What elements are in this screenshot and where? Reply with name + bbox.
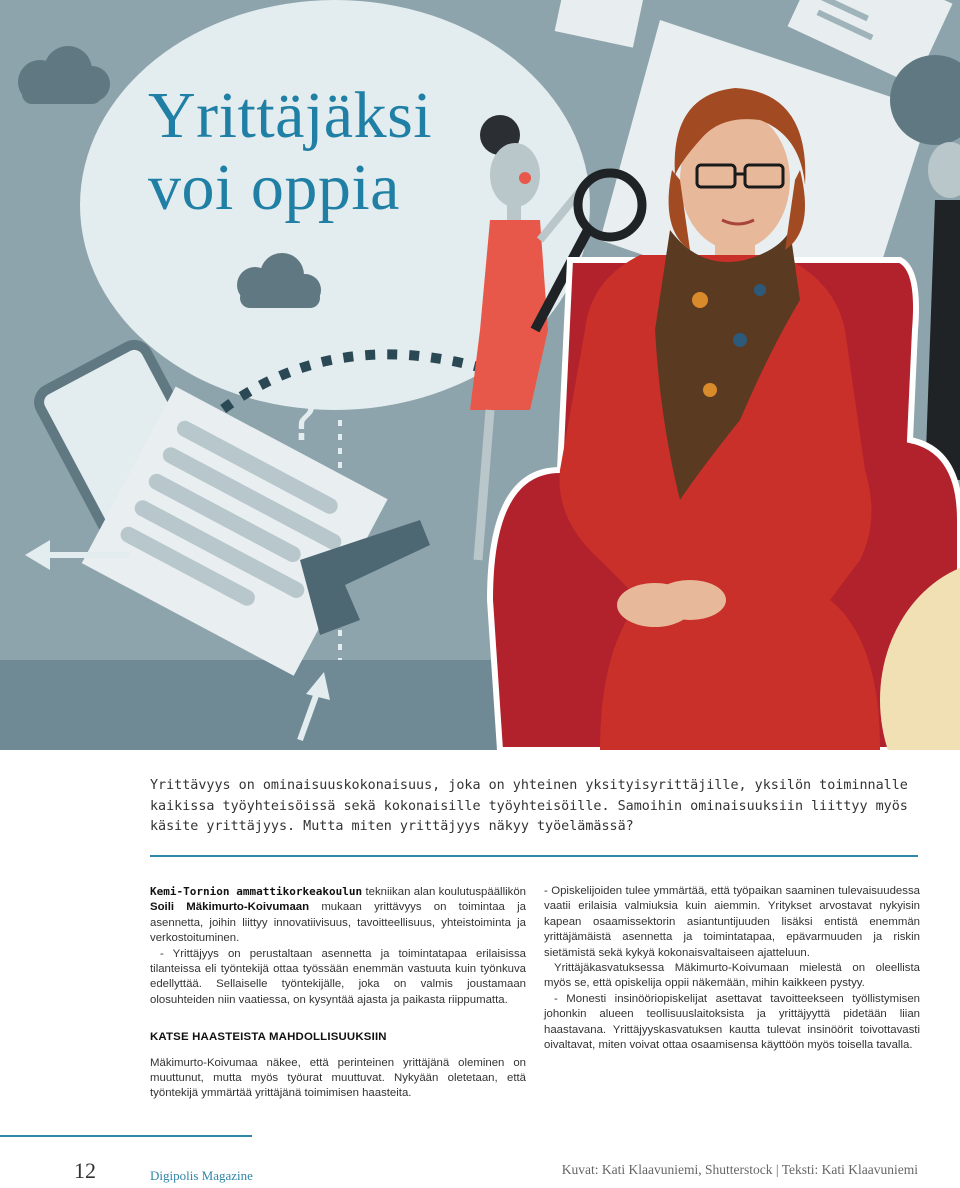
body-text: tekniikan alan koulutuspäällikön [362, 886, 527, 898]
paragraph: - Yrittäjyys on perustaltaan asennetta ja toimintatapaa erilaisissa tilanteissa eli työntekijä ottaa työssään enemmän vastuuta kuin työnkuva edellyttää. Sellaiselle työntekijälle, joka on valmis joustamaan olosuhteiden niin vaatiessa, on kysyntää ajasta ja paikasta riippumatta. [150, 947, 526, 1006]
title-line-2: voi oppia [148, 151, 400, 224]
page-number: 12 [74, 1158, 96, 1183]
paragraph: Mäkimurto-Koivumaa näkee, että perinteinen yrittäjänä oleminen on muuttunut, mutta myös työurat muuttuvat. Nykyään oletetaan, että työntekijä ymmärtää yrittäjänä toimimisen haasteita. [150, 1056, 526, 1100]
footer-divider [0, 1135, 252, 1137]
body-column-left [150, 884, 526, 1102]
magazine-name: Digipolis Magazine [150, 1168, 253, 1183]
title-line-1: Yrittäjäksi [148, 79, 433, 152]
divider [150, 855, 918, 857]
person-name: Soili Mäkimurto-Koivumaan [150, 901, 310, 914]
body-column-right [544, 884, 920, 1053]
question-mark-icon: ? [288, 389, 318, 454]
paragraph [150, 884, 526, 947]
lead-paragraph: Yrittävyys on ominaisuuskokonaisuus, joka on yhteinen yksityisyrittäjille, yksilön toiminnalle kaikissa työyhteisöissä sekä kokonaisille työyhteisöille. Samoihin ominaisuuksiin liittyy myös käsite yrittäjyys. Mutta miten yrittäjyys näkyy työelämässä? [150, 778, 908, 834]
strong-text: Kemi-Tornion ammattikorkeakoulun [150, 885, 363, 898]
paragraph: - Opiskelijoiden tulee ymmärtää, että työpaikan saaminen tulevaisuudessa vaatii erilaisia valmiuksia kuin aiemmin. Yritykset arvostavat nykyisin kapean osaamissektorin asiantuntijuuden lisäksi entistä enemmän yrittäjämäistä asennetta ja toimintatapaa, epävarmuuden ja riskin sietämistä sekä kykyä kokonaisvaltaiseen ajatteluun. [544, 885, 920, 959]
section-subheading: KATSE HAASTEISTA MAHDOLLISUUKSIIN [150, 1031, 387, 1044]
paragraph: - Monesti insinööriopiskelijat asettavat tavoitteekseen työllistymisen johonkin alueen teollisuuslaitoksista ja yrittäjyyttä pidetään liian haastavana. Yrittäjyyskasvatuksen kautta tulevat insinöörit toivottavasti oivaltavat, miten voivat ottaa osaamisensa käyttöön myös toisella tavalla. [544, 992, 920, 1052]
paragraph: Yrittäjäkasvatuksessa Mäkimurto-Koivumaan mielestä on oleellista myös se, että opiskelija oppii näkemään, mihin kaikkeen pystyy. [544, 962, 920, 990]
body-text: mukaan yrittävyys on toimintaa ja asennetta, joihin liittyy innovatiivisuus, tavoitteellisuus, yhteistoiminta ja verkostoituminen. [150, 901, 526, 945]
credits: Kuvat: Kati Klaavuniemi, Shutterstock | Teksti: Kati Klaavuniemi [561, 1162, 918, 1177]
page-title [148, 80, 432, 224]
